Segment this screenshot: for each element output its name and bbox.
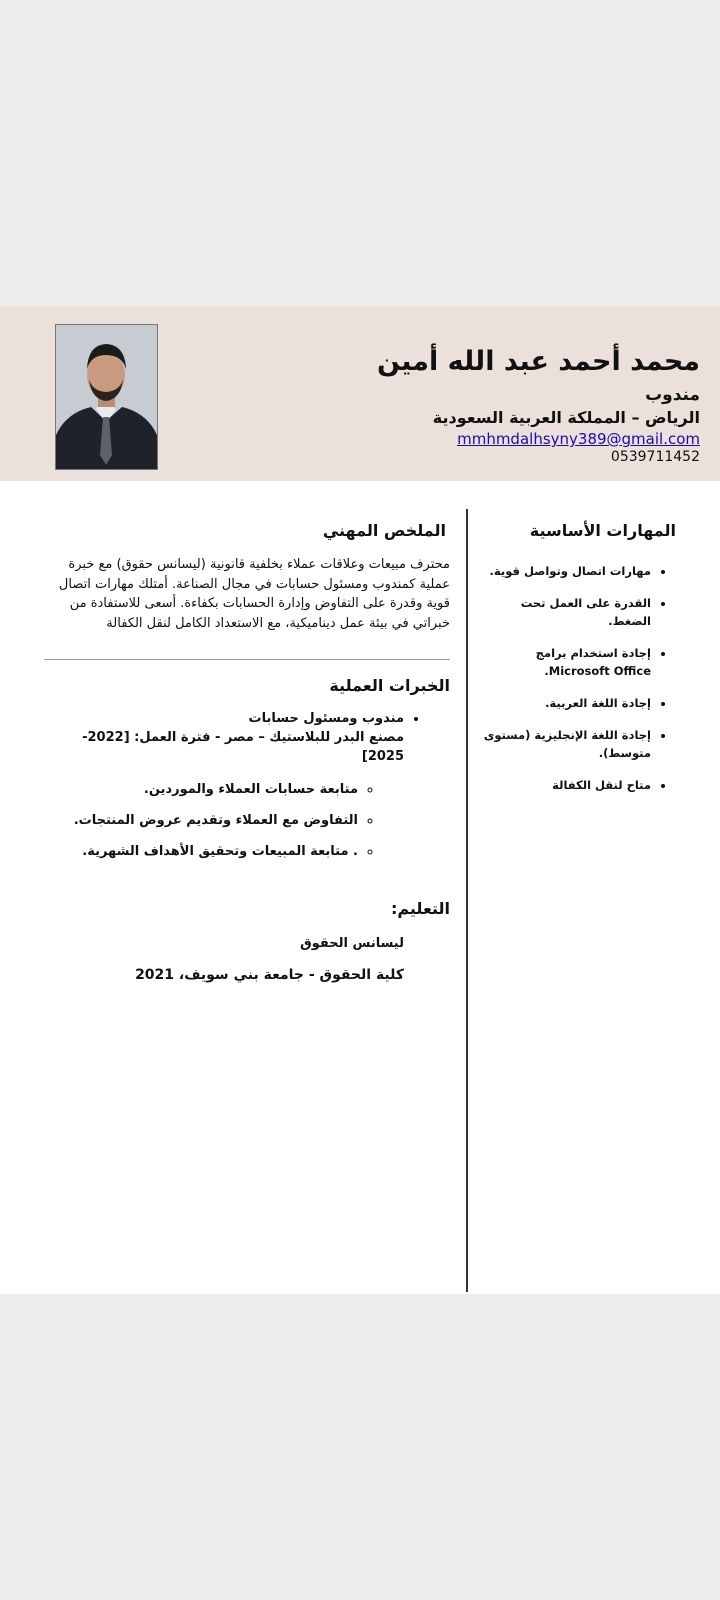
resume-header — [0, 306, 720, 481]
full-name: محمد أحمد عبد الله أمين — [376, 346, 700, 377]
skill-item: • مهارات اتصال وتواصل قوية. — [478, 562, 651, 580]
task-item: ◦ التفاوض مع العملاء وتقديم عروض المنتجات. — [44, 811, 358, 830]
experience-title: الخبرات العملية — [329, 676, 450, 695]
job-tasks — [44, 780, 404, 861]
summary-title: الملخص المهني — [322, 521, 446, 540]
skill-item: • متاح لنقل الكفالة — [478, 776, 651, 794]
job-company: مصنع البدر للبلاستيك – مصر - فترة العمل: [2022-2025] — [82, 730, 404, 764]
job-role: مندوب — [645, 385, 700, 405]
skill-item: • إجادة استخدام برامج Microsoft Office. — [478, 644, 651, 680]
job-item — [44, 709, 404, 861]
education-degree: ليسانس الحقوق — [300, 936, 404, 951]
skill-item: • إجادة اللغة العربية. — [478, 694, 651, 712]
task-item: ◦ . متابعة المبيعات وتحقيق الأهداف الشهرية. — [44, 842, 358, 861]
resume-page — [0, 306, 720, 1294]
location: الرياض – المملكة العربية السعودية — [432, 408, 700, 427]
skill-item: • إجادة اللغة الإنجليزية (مستوى متوسط). — [478, 726, 651, 762]
skills-list — [478, 562, 676, 794]
education-title: التعليم: — [390, 899, 450, 918]
task-item: ◦ متابعة حسابات العملاء والموردين. — [44, 780, 358, 799]
section-divider — [44, 659, 450, 660]
education-school: كلية الحقوق - جامعة بني سويف، 2021 — [135, 967, 404, 983]
jobs-list — [44, 709, 450, 861]
skills-title: المهارات الأساسية — [529, 521, 676, 540]
skill-item: • القدرة على العمل تحت الضغط. — [478, 594, 651, 630]
phone-number: 0539711452 — [610, 449, 700, 465]
main-column — [44, 521, 450, 983]
column-divider — [466, 509, 468, 1292]
summary-text: محترف مبيعات وعلاقات عملاء بخلفية قانونية (ليسانس حقوق) مع خبرة عملية كمندوب ومسئول حسابات في مجال الصناعة. أمتلك مهارات اتصال قوية وقدرة على التفاوض وإدارة الحسابات بكفاءة. أسعى للاستفادة من خبراتي في بيئة عمل ديناميكية، مع الاستعداد الكامل لنقل الكفالة — [58, 557, 450, 631]
header-text — [140, 342, 700, 466]
job-title: • مندوب ومسئول حسابات — [248, 711, 404, 726]
email-link[interactable]: mmhmdalhsyny389@gmail.com — [457, 430, 700, 448]
skills-column — [478, 521, 676, 808]
